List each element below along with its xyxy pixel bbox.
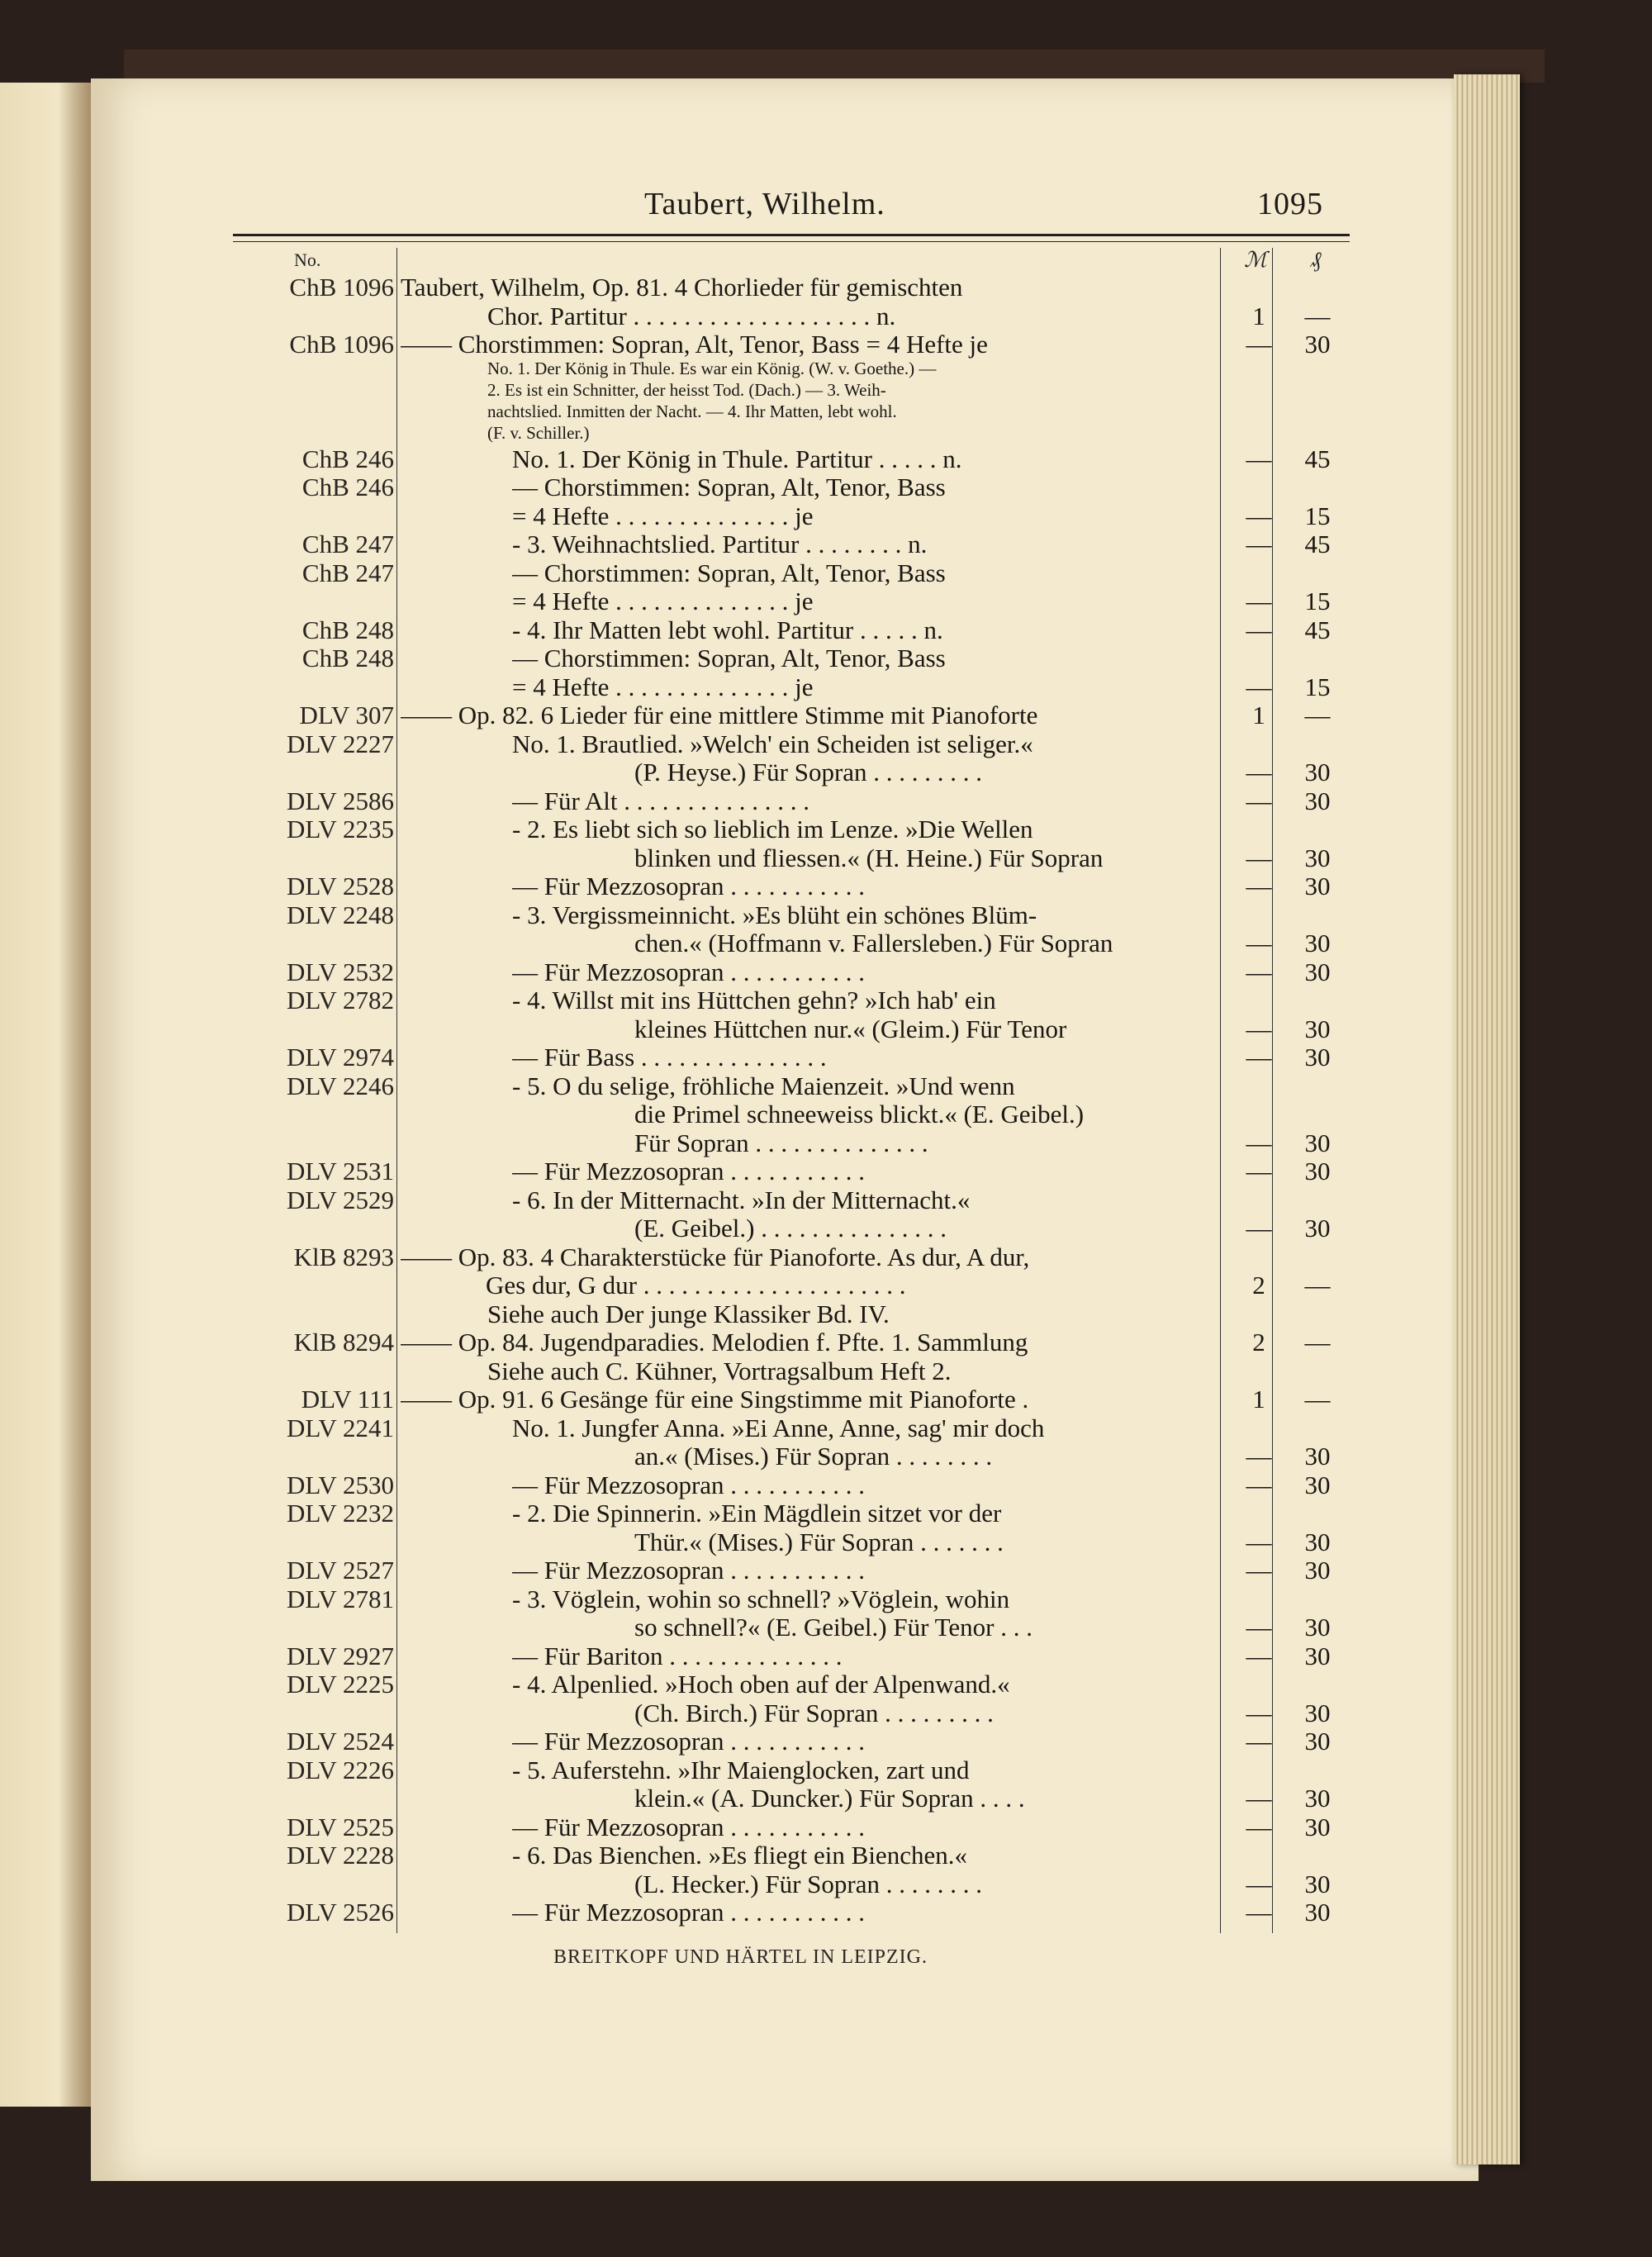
entry-text: (L. Hecker.) Für Sopran . . . . . . . . (634, 1869, 982, 1898)
entry-text: 2. Es ist ein Schnitter, der heisst Tod. (Dach.) — 3. Weih- (487, 379, 886, 400)
table-row (0, 1414, 1652, 1442)
entry-text: — Chorstimmen: Sopran, Alt, Tenor, Bass (512, 558, 946, 587)
price-pfennig: 30 (1304, 1641, 1331, 1670)
entry-text: —— Chorstimmen: Sopran, Alt, Tenor, Bass = 4 Hefte je (401, 330, 988, 359)
price-pfennig: 15 (1304, 587, 1331, 615)
entry-text: - 2. Es liebt sich so lieblich im Lenze. »Die Wellen (512, 815, 1033, 843)
price-mark: — (1246, 1527, 1272, 1556)
table-row (0, 1727, 1652, 1756)
catalog-number: DLV 2927 (286, 1641, 394, 1670)
price-mark: — (1246, 615, 1272, 644)
price-mark: — (1246, 1442, 1272, 1471)
entry-text: Ges dur, G dur . . . . . . . . . . . . . . . . . . . . . (486, 1271, 906, 1300)
price-pfennig: 30 (1304, 1128, 1331, 1157)
entry-text: - 4. Ihr Matten lebt wohl. Partitur . . . . . n. (512, 615, 943, 644)
price-pfennig: 30 (1304, 1527, 1331, 1556)
table-row (0, 1014, 1652, 1043)
column-header-pfennig: ₰ (1310, 248, 1322, 272)
price-mark: 1 (1252, 1385, 1265, 1414)
entry-text: — Für Alt . . . . . . . . . . . . . . . (512, 786, 809, 815)
entry-text: —— Op. 91. 6 Gesänge für eine Singstimme mit Pianoforte . (401, 1385, 1029, 1414)
entry-text: — Für Bass . . . . . . . . . . . . . . . (512, 1043, 827, 1071)
entry-text: Siehe auch C. Kühner, Vortragsalbum Heft 2. (487, 1356, 952, 1385)
price-pfennig: 30 (1304, 1613, 1331, 1642)
price-mark: — (1246, 1898, 1272, 1927)
table-row (0, 1186, 1652, 1214)
entry-text: = 4 Hefte . . . . . . . . . . . . . . je (512, 587, 814, 615)
price-pfennig: 30 (1304, 1869, 1331, 1898)
table-row (0, 1300, 1652, 1328)
table-row (0, 1157, 1652, 1186)
entry-text: Siehe auch Der junge Klassiker Bd. IV. (487, 1299, 890, 1328)
entry-text: — Chorstimmen: Sopran, Alt, Tenor, Bass (512, 644, 946, 672)
page-header-title: Taubert, Wilhelm. (644, 187, 885, 221)
price-mark: — (1246, 1613, 1272, 1642)
price-pfennig: 30 (1304, 872, 1331, 900)
table-row (0, 815, 1652, 843)
entry-text: — Für Mezzosopran . . . . . . . . . . . (512, 1157, 866, 1186)
table-row (0, 1328, 1652, 1357)
catalog-number: DLV 2248 (286, 900, 394, 929)
price-mark: — (1246, 330, 1272, 359)
price-mark: — (1246, 587, 1272, 615)
catalog-number: DLV 2781 (286, 1584, 394, 1613)
catalog-number: ChB 248 (301, 644, 394, 672)
catalog-number: DLV 2226 (286, 1755, 394, 1784)
table-row (0, 423, 1652, 444)
price-mark: — (1246, 530, 1272, 558)
catalog-number: DLV 2782 (286, 986, 394, 1014)
catalog-number: ChB 247 (301, 530, 394, 558)
catalog-number: ChB 1096 (289, 330, 394, 359)
entry-text: kleines Hüttchen nur.« (Gleim.) Für Tenor (634, 1014, 1067, 1043)
table-row (0, 1271, 1652, 1300)
catalog-number: DLV 2225 (286, 1670, 394, 1699)
price-pfennig: — (1304, 701, 1331, 729)
price-pfennig: 30 (1304, 330, 1331, 359)
entry-text: Für Sopran . . . . . . . . . . . . . . (634, 1128, 928, 1157)
catalog-number: DLV 2232 (286, 1499, 394, 1528)
header-rule (233, 234, 1350, 236)
price-mark: 1 (1252, 301, 1265, 330)
entry-text: - 3. Vöglein, wohin so schnell? »Vöglein, wohin (512, 1584, 1010, 1613)
table-row (0, 302, 1652, 330)
table-row (0, 957, 1652, 986)
table-row (0, 1642, 1652, 1670)
table-header (0, 248, 1652, 273)
catalog-number: DLV 2586 (286, 786, 394, 815)
entry-text: chen.« (Hoffmann v. Fallersleben.) Für Sopran (634, 929, 1113, 957)
catalog-number: DLV 2525 (286, 1812, 394, 1841)
publisher-footer: BREITKOPF UND HÄRTEL IN LEIPZIG. (553, 1946, 928, 1968)
table-row (0, 986, 1652, 1014)
entry-text: — Für Mezzosopran . . . . . . . . . . . (512, 957, 866, 986)
price-pfennig: 30 (1304, 929, 1331, 957)
table-row (0, 1528, 1652, 1556)
entry-text: die Primel schneeweiss blickt.« (E. Geibel.) (634, 1100, 1085, 1128)
price-pfennig: 45 (1304, 444, 1331, 473)
catalog-number: DLV 2974 (286, 1043, 394, 1071)
entry-text: an.« (Mises.) Für Sopran . . . . . . . . (634, 1442, 993, 1471)
header-rule-thin (233, 241, 1350, 242)
catalog-number: DLV 2228 (286, 1841, 394, 1870)
catalog-number: KlB 8293 (293, 1242, 394, 1271)
price-mark: — (1246, 1556, 1272, 1585)
page-number: 1095 (1257, 187, 1323, 221)
entry-text: - 3. Vergissmeinnicht. »Es blüht ein schönes Blüm- (512, 900, 1037, 929)
table-row (0, 1699, 1652, 1727)
table-row (0, 501, 1652, 530)
entry-text: so schnell?« (E. Geibel.) Für Tenor . . . (634, 1613, 1032, 1642)
price-mark: — (1246, 872, 1272, 900)
price-mark: — (1246, 1214, 1272, 1243)
entry-text: —— Op. 82. 6 Lieder für eine mittlere Stimme mit Pianoforte (401, 701, 1038, 729)
catalog-number: DLV 2531 (286, 1157, 394, 1186)
table-row (0, 359, 1652, 380)
entry-text: - 3. Weihnachtslied. Partitur . . . . . . . . n. (512, 530, 928, 558)
table-row (0, 1841, 1652, 1870)
price-pfennig: 30 (1304, 1157, 1331, 1186)
price-pfennig: 30 (1304, 1556, 1331, 1585)
catalog-number: ChB 248 (301, 615, 394, 644)
book-cover (124, 50, 1545, 83)
catalog-number: ChB 246 (301, 444, 394, 473)
entry-text: - 6. In der Mitternacht. »In der Mitternacht.« (512, 1185, 971, 1214)
catalog-number: DLV 2526 (286, 1898, 394, 1927)
price-mark: — (1246, 1128, 1272, 1157)
column-header-no: No. (294, 249, 321, 270)
catalog-number: ChB 1096 (289, 273, 394, 302)
price-mark: — (1246, 929, 1272, 957)
table-row (0, 330, 1652, 359)
table-row (0, 1784, 1652, 1813)
entry-text: - 6. Das Bienchen. »Es fliegt ein Bienchen.« (512, 1841, 967, 1870)
table-row (0, 872, 1652, 900)
entry-text: — Für Mezzosopran . . . . . . . . . . . (512, 872, 866, 900)
price-pfennig: — (1304, 301, 1331, 330)
price-pfennig: 15 (1304, 501, 1331, 530)
price-pfennig: 45 (1304, 530, 1331, 558)
entry-text: —— Op. 83. 4 Charakterstücke für Pianoforte. As dur, A dur, (401, 1242, 1030, 1271)
price-pfennig: — (1304, 1385, 1331, 1414)
price-pfennig: 45 (1304, 615, 1331, 644)
entry-text: No. 1. Der König in Thule. Partitur . . . . . n. (512, 444, 962, 473)
price-mark: 1 (1252, 701, 1265, 729)
table-row (0, 701, 1652, 729)
entry-text: = 4 Hefte . . . . . . . . . . . . . . je (512, 672, 814, 701)
price-mark: — (1246, 1043, 1272, 1071)
price-mark: — (1246, 957, 1272, 986)
entry-text: Thür.« (Mises.) Für Sopran . . . . . . . (634, 1527, 1004, 1556)
entry-text: = 4 Hefte . . . . . . . . . . . . . . je (512, 501, 814, 530)
price-mark: — (1246, 1727, 1272, 1756)
table-row (0, 615, 1652, 644)
table-row (0, 644, 1652, 672)
entry-text: Chor. Partitur . . . . . . . . . . . . . . . . . . . n. (487, 301, 896, 330)
price-pfennig: 30 (1304, 1812, 1331, 1841)
price-pfennig: 30 (1304, 1898, 1331, 1927)
table-row (0, 1813, 1652, 1841)
entry-text: (E. Geibel.) . . . . . . . . . . . . . . . (634, 1214, 947, 1243)
table-row (0, 1556, 1652, 1585)
table-row (0, 1499, 1652, 1528)
price-pfennig: 30 (1304, 843, 1331, 872)
entry-text: — Für Bariton . . . . . . . . . . . . . . (512, 1641, 843, 1670)
table-row (0, 1128, 1652, 1157)
price-mark: — (1246, 1869, 1272, 1898)
price-mark: — (1246, 1698, 1272, 1727)
price-pfennig: 30 (1304, 1727, 1331, 1756)
price-pfennig: 30 (1304, 1014, 1331, 1043)
table-row (0, 1670, 1652, 1699)
table-row (0, 587, 1652, 615)
table-row (0, 843, 1652, 872)
table-row (0, 729, 1652, 758)
table-row (0, 1214, 1652, 1243)
price-mark: — (1246, 758, 1272, 786)
entry-text: — Für Mezzosopran . . . . . . . . . . . (512, 1556, 866, 1585)
price-pfennig: 30 (1304, 957, 1331, 986)
entry-text: klein.« (A. Duncker.) Für Sopran . . . . (634, 1784, 1025, 1813)
price-pfennig: 30 (1304, 758, 1331, 786)
catalog-number: DLV 111 (301, 1385, 394, 1414)
table-row (0, 1357, 1652, 1385)
table-row (0, 1385, 1652, 1414)
entry-text: — Für Mezzosopran . . . . . . . . . . . (512, 1470, 866, 1499)
entry-text: No. 1. Brautlied. »Welch' ein Scheiden ist seliger.« (512, 729, 1033, 758)
table-row (0, 672, 1652, 701)
table-row (0, 1898, 1652, 1927)
price-mark: — (1246, 1157, 1272, 1186)
price-mark: — (1246, 444, 1272, 473)
entry-text: - 2. Die Spinnerin. »Ein Mägdlein sitzet vor der (512, 1499, 1002, 1528)
price-pfennig: 30 (1304, 1442, 1331, 1471)
table-row (0, 1756, 1652, 1784)
price-mark: — (1246, 672, 1272, 701)
catalog-number: DLV 2235 (286, 815, 394, 843)
price-mark: — (1246, 1784, 1272, 1813)
entry-text: nachtslied. Inmitten der Nacht. — 4. Ihr Matten, lebt wohl. (487, 401, 897, 421)
price-pfennig: 30 (1304, 786, 1331, 815)
catalog-number: DLV 2527 (286, 1556, 394, 1585)
catalog-number: DLV 2529 (286, 1185, 394, 1214)
table-row (0, 1071, 1652, 1100)
price-mark: — (1246, 501, 1272, 530)
catalog-number: KlB 8294 (293, 1328, 394, 1357)
price-pfennig: — (1304, 1328, 1331, 1357)
price-mark: — (1246, 1014, 1272, 1043)
table-row (0, 444, 1652, 473)
column-header-mark: ℳ (1244, 248, 1267, 272)
price-mark: — (1246, 1641, 1272, 1670)
catalog-number: DLV 2241 (286, 1413, 394, 1442)
price-mark: 2 (1252, 1328, 1265, 1357)
catalog-number: DLV 307 (299, 701, 394, 729)
table-row (0, 1442, 1652, 1471)
entry-text: — Für Mezzosopran . . . . . . . . . . . (512, 1898, 866, 1927)
table-row (0, 473, 1652, 501)
table-row (0, 786, 1652, 815)
price-mark: — (1246, 1470, 1272, 1499)
entry-text: — Chorstimmen: Sopran, Alt, Tenor, Bass (512, 473, 946, 501)
catalog-number: DLV 2532 (286, 957, 394, 986)
price-mark: 2 (1252, 1271, 1265, 1300)
price-pfennig: 30 (1304, 1784, 1331, 1813)
price-pfennig: 30 (1304, 1043, 1331, 1071)
table-row (0, 900, 1652, 929)
entry-text: (F. v. Schiller.) (487, 422, 590, 443)
table-row (0, 1585, 1652, 1613)
price-mark: — (1246, 1812, 1272, 1841)
catalog-number: DLV 2530 (286, 1470, 394, 1499)
entry-text: (P. Heyse.) Für Sopran . . . . . . . . . (634, 758, 983, 786)
price-pfennig: 30 (1304, 1470, 1331, 1499)
catalog-number: ChB 247 (301, 558, 394, 587)
price-pfennig: 30 (1304, 1214, 1331, 1243)
catalog-number: DLV 2524 (286, 1727, 394, 1756)
table-row (0, 558, 1652, 587)
table-row (0, 1613, 1652, 1642)
catalog-number: DLV 2227 (286, 729, 394, 758)
table-row (0, 1870, 1652, 1898)
entry-text: — Für Mezzosopran . . . . . . . . . . . (512, 1812, 866, 1841)
entry-text: —— Op. 84. Jugendparadies. Melodien f. Pfte. 1. Sammlung (401, 1328, 1028, 1357)
table-row (0, 1243, 1652, 1271)
price-pfennig: — (1304, 1271, 1331, 1300)
table-row (0, 530, 1652, 558)
entry-text: - 5. Auferstehn. »Ihr Maienglocken, zart und (512, 1755, 970, 1784)
entry-text: blinken und fliessen.« (H. Heine.) Für Sopran (634, 843, 1104, 872)
price-mark: — (1246, 843, 1272, 872)
entry-text: - 5. O du selige, fröhliche Maienzeit. »Und wenn (512, 1071, 1015, 1100)
table-row (0, 1100, 1652, 1128)
entry-text: Taubert, Wilhelm, Op. 81. 4 Chorlieder für gemischten (401, 273, 963, 302)
catalog-number: DLV 2246 (286, 1071, 394, 1100)
catalog-number: ChB 246 (301, 473, 394, 501)
entry-text: - 4. Alpenlied. »Hoch oben auf der Alpenwand.« (512, 1670, 1010, 1699)
entry-text: — Für Mezzosopran . . . . . . . . . . . (512, 1727, 866, 1756)
table-row (0, 273, 1652, 302)
catalog-number: DLV 2528 (286, 872, 394, 900)
table-row (0, 1043, 1652, 1071)
table-row (0, 402, 1652, 423)
entry-text: (Ch. Birch.) Für Sopran . . . . . . . . . (634, 1698, 994, 1727)
price-mark: — (1246, 786, 1272, 815)
entry-text: - 4. Willst mit ins Hüttchen gehn? »Ich hab' ein (512, 986, 996, 1014)
price-pfennig: 30 (1304, 1698, 1331, 1727)
price-pfennig: 15 (1304, 672, 1331, 701)
table-row (0, 1471, 1652, 1499)
entry-text: No. 1. Jungfer Anna. »Ei Anne, Anne, sag' mir doch (512, 1413, 1045, 1442)
table-row (0, 929, 1652, 957)
table-row (0, 758, 1652, 786)
table-row (0, 380, 1652, 402)
entry-text: No. 1. Der König in Thule. Es war ein König. (W. v. Goethe.) — (487, 358, 937, 378)
